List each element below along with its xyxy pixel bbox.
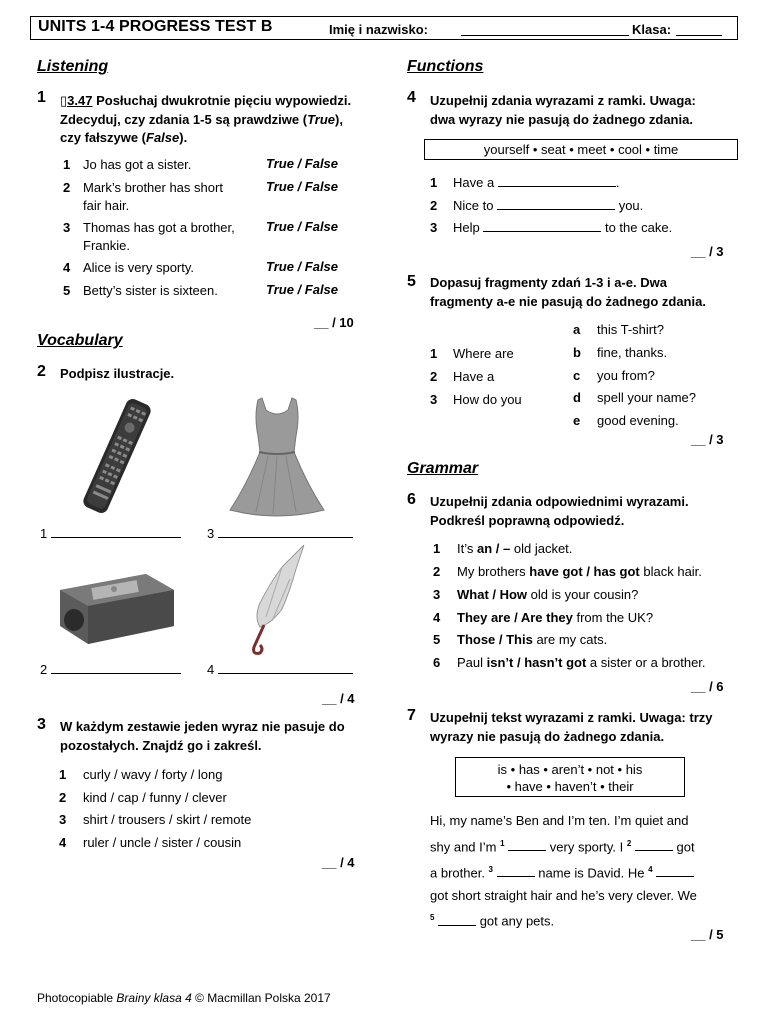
answer-blank[interactable] xyxy=(218,663,353,674)
q3-instruction xyxy=(60,718,370,755)
item-text: Betty’s sister is sixteen. xyxy=(83,283,218,298)
q1-line-2: Zdecyduj, czy zdania 1-5 są prawdziwe ( xyxy=(60,111,308,127)
match-left-item[interactable] xyxy=(430,391,522,409)
list-item xyxy=(433,563,702,581)
true-false-choice[interactable]: True / False xyxy=(266,156,339,171)
footer-text: Photocopiable xyxy=(37,991,117,1005)
answer-blank[interactable] xyxy=(656,866,694,877)
question-number: 7 xyxy=(407,707,416,724)
item-text: Alice is very sporty. xyxy=(83,260,195,275)
answer-blank[interactable] xyxy=(497,199,615,210)
item-number: 3 xyxy=(430,220,438,235)
q1-line-3: czy fałszywe ( xyxy=(60,130,146,145)
picture-number: 4 xyxy=(207,662,215,677)
answer-blank[interactable] xyxy=(508,840,546,851)
q6-line-2: Podkreśl poprawną odpowiedź. xyxy=(430,512,625,528)
item-text: fine, thanks. xyxy=(597,345,668,360)
picture-label xyxy=(207,526,353,541)
match-right-item[interactable] xyxy=(573,389,696,407)
item-text-end: old jacket. xyxy=(510,541,573,556)
true-false-choice[interactable]: True / False xyxy=(266,179,339,194)
list-item xyxy=(59,789,227,807)
item-text: How do you xyxy=(453,392,522,407)
item-text: good evening. xyxy=(597,413,679,428)
answer-blank[interactable] xyxy=(635,840,673,851)
answer-blank[interactable] xyxy=(218,527,353,538)
item-text: My brothers xyxy=(457,564,530,579)
score: __ / 3 xyxy=(691,244,724,259)
question-number: 4 xyxy=(407,89,416,106)
section-listening: Listening xyxy=(37,58,109,75)
item-number: 2 xyxy=(430,369,438,384)
picture-number: 3 xyxy=(207,526,215,541)
q6-line-1: Uzupełnij zdania odpowiednimi wyrazami. xyxy=(430,494,689,509)
q1-instruction xyxy=(60,92,380,148)
word-box-line-2: • have • haven’t • their xyxy=(506,779,634,794)
gap-number: 1 xyxy=(500,838,505,848)
true-false-choice[interactable]: True / False xyxy=(266,282,339,297)
item-number: 4 xyxy=(433,610,441,625)
item-letter: c xyxy=(573,368,581,383)
gap-number: 3 xyxy=(488,864,493,874)
list-item xyxy=(430,197,643,215)
match-right-item[interactable] xyxy=(573,344,667,362)
item-number: 5 xyxy=(433,632,441,647)
choice-options[interactable]: isn’t / hasn’t got xyxy=(486,655,587,670)
match-left-item[interactable] xyxy=(430,345,514,363)
q5-line-1: Dopasuj fragmenty zdań 1-3 i a-e. Dwa xyxy=(430,275,667,290)
item-number: 2 xyxy=(59,790,67,805)
text-line: name is David. He xyxy=(534,865,649,881)
list-item xyxy=(59,766,222,784)
item-text: Have a xyxy=(453,175,498,190)
answer-blank[interactable] xyxy=(497,866,535,877)
text-line: shy and I’m xyxy=(430,839,501,855)
q3-line-1: W każdym zestawie jeden wyraz nie pasuje do xyxy=(60,719,345,734)
name-line[interactable] xyxy=(461,35,629,36)
question-number: 3 xyxy=(37,716,46,733)
item-number: 6 xyxy=(433,655,441,670)
q1-line-1: Posłuchaj dwukrotnie pięciu wypowiedzi. xyxy=(96,93,352,108)
item-text-end: from the UK? xyxy=(572,610,654,625)
item-number: 3 xyxy=(433,587,441,602)
item-letter: b xyxy=(573,345,581,360)
false-word: False xyxy=(146,130,180,145)
item-text: you from? xyxy=(597,368,655,383)
true-false-choice[interactable]: True / False xyxy=(266,219,339,234)
answer-blank[interactable] xyxy=(498,176,616,187)
score: __ / 4 xyxy=(322,855,355,870)
score: __ / 5 xyxy=(691,927,724,942)
q4-line-1: Uzupełnij zdania wyrazami z ramki. Uwaga: xyxy=(430,93,696,108)
q7-line-1: Uzupełnij tekst wyrazami z ramki. Uwaga: trzy xyxy=(430,710,713,725)
item-number: 1 xyxy=(433,541,441,556)
item-text: Have a xyxy=(453,369,495,384)
item-text: Nice to xyxy=(453,198,498,213)
item-number: 2 xyxy=(63,180,71,195)
item-number: 1 xyxy=(430,175,438,190)
name-label: Imię i nazwisko: xyxy=(329,22,428,37)
match-right-item[interactable] xyxy=(573,321,664,339)
item-number: 1 xyxy=(59,767,67,782)
umbrella-illustration xyxy=(246,543,310,659)
q6-instruction xyxy=(430,493,750,530)
word-set[interactable]: ruler / uncle / sister / cousin xyxy=(83,835,242,850)
item-text-end: to the cake. xyxy=(601,220,673,235)
q4-instruction xyxy=(430,92,750,129)
item-text-end: are my cats. xyxy=(532,632,608,647)
q7-instruction xyxy=(430,709,750,746)
item-text-end: black hair. xyxy=(639,564,702,579)
answer-blank[interactable] xyxy=(51,663,181,674)
answer-blank[interactable] xyxy=(483,221,601,232)
list-item xyxy=(433,631,607,649)
class-label: Klasa: xyxy=(632,22,672,37)
picture-number: 2 xyxy=(40,662,48,677)
test-title: UNITS 1-4 PROGRESS TEST B xyxy=(38,18,273,35)
word-set[interactable]: shirt / trousers / skirt / remote xyxy=(83,812,252,827)
item-number: 5 xyxy=(63,283,71,298)
item-number: 1 xyxy=(63,157,71,172)
true-word: True xyxy=(307,111,336,127)
q1-line-2-end: ), xyxy=(335,111,343,127)
text-line: got short straight hair and he’s very clever. We xyxy=(430,887,697,903)
word-set[interactable]: kind / cap / funny / clever xyxy=(83,790,227,805)
q3-line-2: pozostałych. Znajdź go i zakreśl. xyxy=(60,737,262,753)
item-text: spell your name? xyxy=(597,390,696,405)
gap-fill-text xyxy=(430,810,750,934)
list-item xyxy=(433,609,653,627)
list-item xyxy=(433,586,638,604)
list-item xyxy=(63,219,235,255)
answer-blank[interactable] xyxy=(438,915,476,926)
match-right-item[interactable] xyxy=(573,367,655,385)
item-text-end: . xyxy=(615,175,620,190)
item-text: Jo has got a sister. xyxy=(83,157,192,172)
remote-control-illustration xyxy=(72,395,162,517)
item-text: It’s xyxy=(457,541,477,556)
item-text-cont: Frankie. xyxy=(83,238,130,253)
list-item xyxy=(433,654,706,672)
list-item xyxy=(433,540,572,558)
item-number: 2 xyxy=(433,564,441,579)
text-line: got xyxy=(672,839,695,855)
item-number: 3 xyxy=(63,220,71,235)
word-box: yourself • seat • meet • cool • time xyxy=(424,139,738,160)
word-box-line-1: is • has • aren’t • not • his xyxy=(497,762,643,777)
item-letter: a xyxy=(573,322,581,337)
question-number: 2 xyxy=(37,363,46,380)
item-text-end: old is your cousin? xyxy=(527,587,639,602)
item-number: 3 xyxy=(59,812,67,827)
text-line: a brother. xyxy=(430,865,489,881)
item-text: Help xyxy=(453,220,484,235)
q1-line-3-end: ). xyxy=(179,130,188,145)
true-false-choice[interactable]: True / False xyxy=(266,259,339,274)
picture-label xyxy=(207,662,353,677)
item-number: 3 xyxy=(430,392,438,407)
item-number: 4 xyxy=(59,835,67,850)
item-text: Where are xyxy=(453,346,514,361)
item-letter: d xyxy=(573,390,581,405)
gap-number: 2 xyxy=(626,838,632,848)
score: __ / 6 xyxy=(691,679,724,694)
text-line: Hi, my name’s Ben and I’m ten. I’m quiet and xyxy=(430,813,689,828)
list-item xyxy=(430,219,672,237)
picture-label xyxy=(40,526,181,541)
gap-number: 5 xyxy=(430,913,435,923)
section-functions: Functions xyxy=(407,58,484,75)
text-line: got any pets. xyxy=(476,913,555,929)
q5-line-2: fragmenty a-e nie pasują do żadnego zdania. xyxy=(430,293,706,309)
list-item xyxy=(63,179,223,215)
track-number: 3.47 xyxy=(67,93,93,108)
item-number: 2 xyxy=(430,198,438,213)
text-line: very sporty. I xyxy=(546,839,627,855)
score: __ / 10 xyxy=(314,315,354,330)
test-header xyxy=(30,16,738,40)
choice-options[interactable]: have got / has got xyxy=(529,564,640,579)
item-number: 1 xyxy=(430,346,438,361)
score: __ / 3 xyxy=(691,432,724,447)
list-item xyxy=(430,174,619,192)
item-text: Thomas has got a brother, xyxy=(83,220,235,235)
score: __ / 4 xyxy=(322,691,355,706)
item-text-end: a sister or a brother. xyxy=(586,655,706,670)
q5-instruction xyxy=(430,274,750,311)
choice-options[interactable]: What / How xyxy=(457,587,528,602)
footer xyxy=(37,991,331,1005)
choice-options[interactable]: They are / Are they xyxy=(457,610,573,625)
dress-illustration xyxy=(228,396,326,518)
question-number: 5 xyxy=(407,273,416,290)
list-item xyxy=(59,834,241,852)
gap-number: 4 xyxy=(648,864,653,874)
class-line[interactable] xyxy=(676,35,722,36)
item-text-end: you. xyxy=(615,198,644,213)
picture-label xyxy=(40,662,181,677)
match-right-item[interactable] xyxy=(573,412,679,430)
item-text: Paul xyxy=(457,655,487,670)
word-box xyxy=(455,757,685,797)
item-number: 4 xyxy=(63,260,71,275)
list-item xyxy=(63,282,218,300)
answer-blank[interactable] xyxy=(51,527,181,538)
item-text: this T-shirt? xyxy=(597,322,664,337)
q4-line-2: dwa wyrazy nie pasują do żadnego zdania. xyxy=(430,111,693,127)
choice-options[interactable]: Those / This xyxy=(457,632,533,647)
list-item xyxy=(59,811,251,829)
list-item xyxy=(63,156,191,174)
item-text-cont: fair hair. xyxy=(83,198,130,213)
choice-options[interactable]: an / – xyxy=(477,541,511,556)
section-grammar: Grammar xyxy=(407,460,479,477)
item-text: Mark’s brother has short xyxy=(83,180,223,195)
question-number: 6 xyxy=(407,491,416,508)
match-left-item[interactable] xyxy=(430,368,494,386)
word-set[interactable]: curly / wavy / forty / long xyxy=(83,767,223,782)
q7-line-2: wyrazy nie pasują do żadnego zdania. xyxy=(430,728,665,744)
footer-copyright: © Macmillan Polska 2017 xyxy=(191,991,331,1005)
question-number: 1 xyxy=(37,89,46,106)
item-letter: e xyxy=(573,413,581,428)
audio-track-icon[interactable]: ▯ xyxy=(60,93,68,108)
footer-book-title: Brainy klasa 4 xyxy=(116,991,192,1005)
pencil-sharpener-illustration xyxy=(52,568,180,648)
section-vocabulary: Vocabulary xyxy=(37,332,123,349)
q2-instruction: Podpisz ilustracje. xyxy=(60,366,175,381)
picture-number: 1 xyxy=(40,526,48,541)
list-item xyxy=(63,259,194,277)
